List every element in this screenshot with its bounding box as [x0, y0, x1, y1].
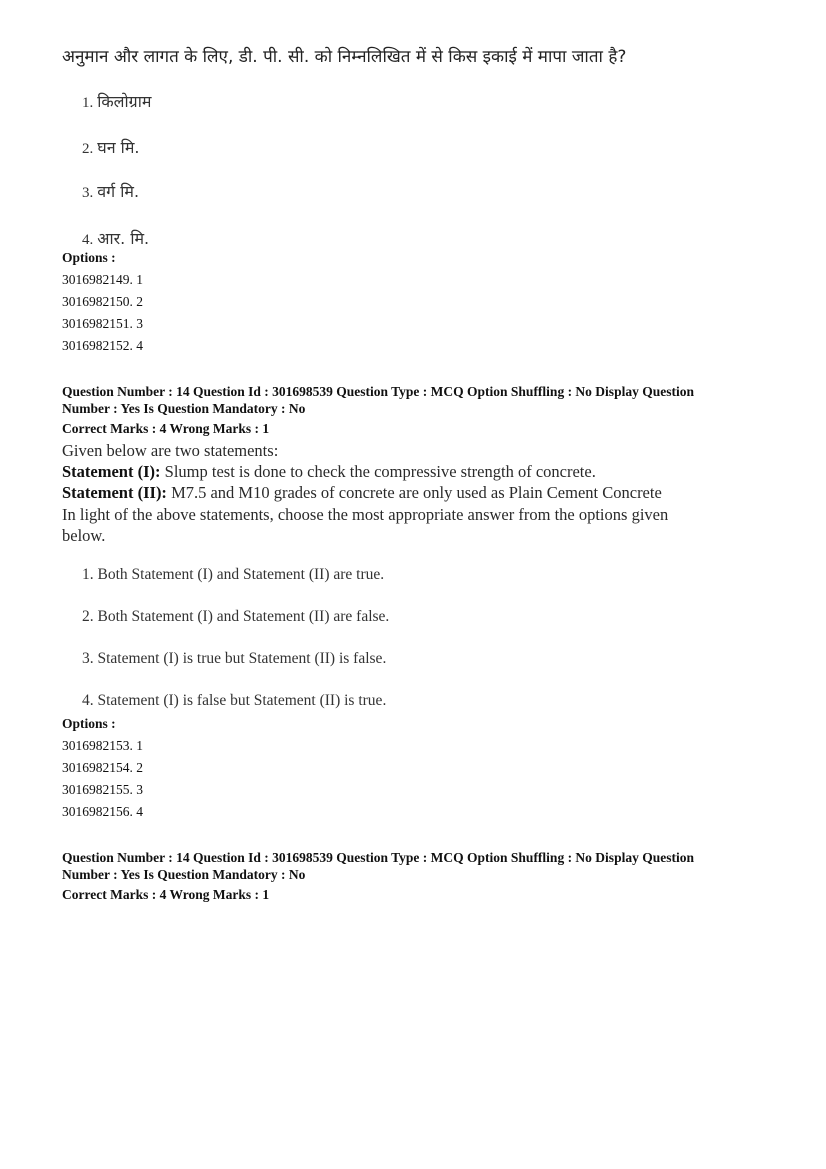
choice-text: Statement (I) is false but Statement (II) is true.: [97, 692, 387, 709]
choice-1: [82, 566, 384, 584]
choice-text: आर. मि.: [97, 229, 150, 248]
choice-number: 1.: [82, 95, 94, 111]
option-id-line: 3016982152. 4: [62, 338, 143, 353]
question-meta-line-2: Number : Yes Is Question Mandatory : No: [62, 401, 306, 416]
option-id-line: 3016982149. 1: [62, 272, 143, 287]
choice-number: 2.: [82, 608, 94, 625]
choice-4: [82, 692, 386, 710]
question-intro: Given below are two statements:: [62, 441, 279, 460]
choice-2: [82, 136, 139, 158]
statement-2-label: Statement (II):: [62, 483, 167, 502]
question-meta-line-1: Question Number : 14 Question Id : 301698539 Question Type : MCQ Option Shuffling : No Display Question: [62, 850, 694, 865]
choice-number: 3.: [82, 650, 94, 667]
options-label: Options :: [62, 250, 116, 265]
choice-text: Both Statement (I) and Statement (II) are false.: [97, 608, 390, 625]
option-id-line: 3016982150. 2: [62, 294, 143, 309]
choice-number: 2.: [82, 141, 94, 157]
option-id-line: 3016982156. 4: [62, 804, 143, 819]
option-id-line: 3016982155. 3: [62, 782, 143, 797]
question-marks-line: Correct Marks : 4 Wrong Marks : 1: [62, 421, 270, 436]
choice-3: [82, 650, 386, 668]
statement-2: [62, 483, 662, 503]
choice-2: [82, 608, 389, 626]
option-id-line: 3016982154. 2: [62, 760, 143, 775]
question-meta-line-2: Number : Yes Is Question Mandatory : No: [62, 867, 306, 882]
question-meta-line-1: Question Number : 14 Question Id : 301698539 Question Type : MCQ Option Shuffling : No Display Question: [62, 384, 694, 399]
options-label: Options :: [62, 716, 116, 731]
choice-text: किलोग्राम: [97, 92, 152, 111]
statement-1-label: Statement (I):: [62, 462, 161, 481]
choice-1: [82, 90, 151, 112]
choice-text: Statement (I) is true but Statement (II) is false.: [97, 650, 387, 667]
choice-number: 4.: [82, 692, 94, 709]
option-id-line: 3016982151. 3: [62, 316, 143, 331]
choice-text: वर्ग मि.: [97, 182, 140, 201]
choice-text: घन मि.: [97, 138, 140, 157]
statement-2-text: M7.5 and M10 grades of concrete are only used as Plain Cement Concrete: [166, 483, 662, 502]
choice-4: [82, 227, 149, 249]
choice-3: [82, 180, 139, 202]
instruction-line-2: below.: [62, 526, 106, 545]
question-marks-line: Correct Marks : 4 Wrong Marks : 1: [62, 887, 270, 902]
option-id-line: 3016982153. 1: [62, 738, 143, 753]
question-text-hindi: अनुमान और लागत के लिए, डी. पी. सी. को निम्नलिखित में से किस इकाई में मापा जाता है?: [62, 47, 627, 67]
choice-number: 3.: [82, 185, 94, 201]
statement-1: [62, 462, 596, 482]
instruction-line-1: In light of the above statements, choose the most appropriate answer from the options given: [62, 505, 669, 524]
choice-text: Both Statement (I) and Statement (II) are true.: [97, 566, 385, 583]
choice-number: 4.: [82, 232, 94, 248]
choice-number: 1.: [82, 566, 94, 583]
statement-1-text: Slump test is done to check the compressive strength of concrete.: [160, 462, 596, 481]
